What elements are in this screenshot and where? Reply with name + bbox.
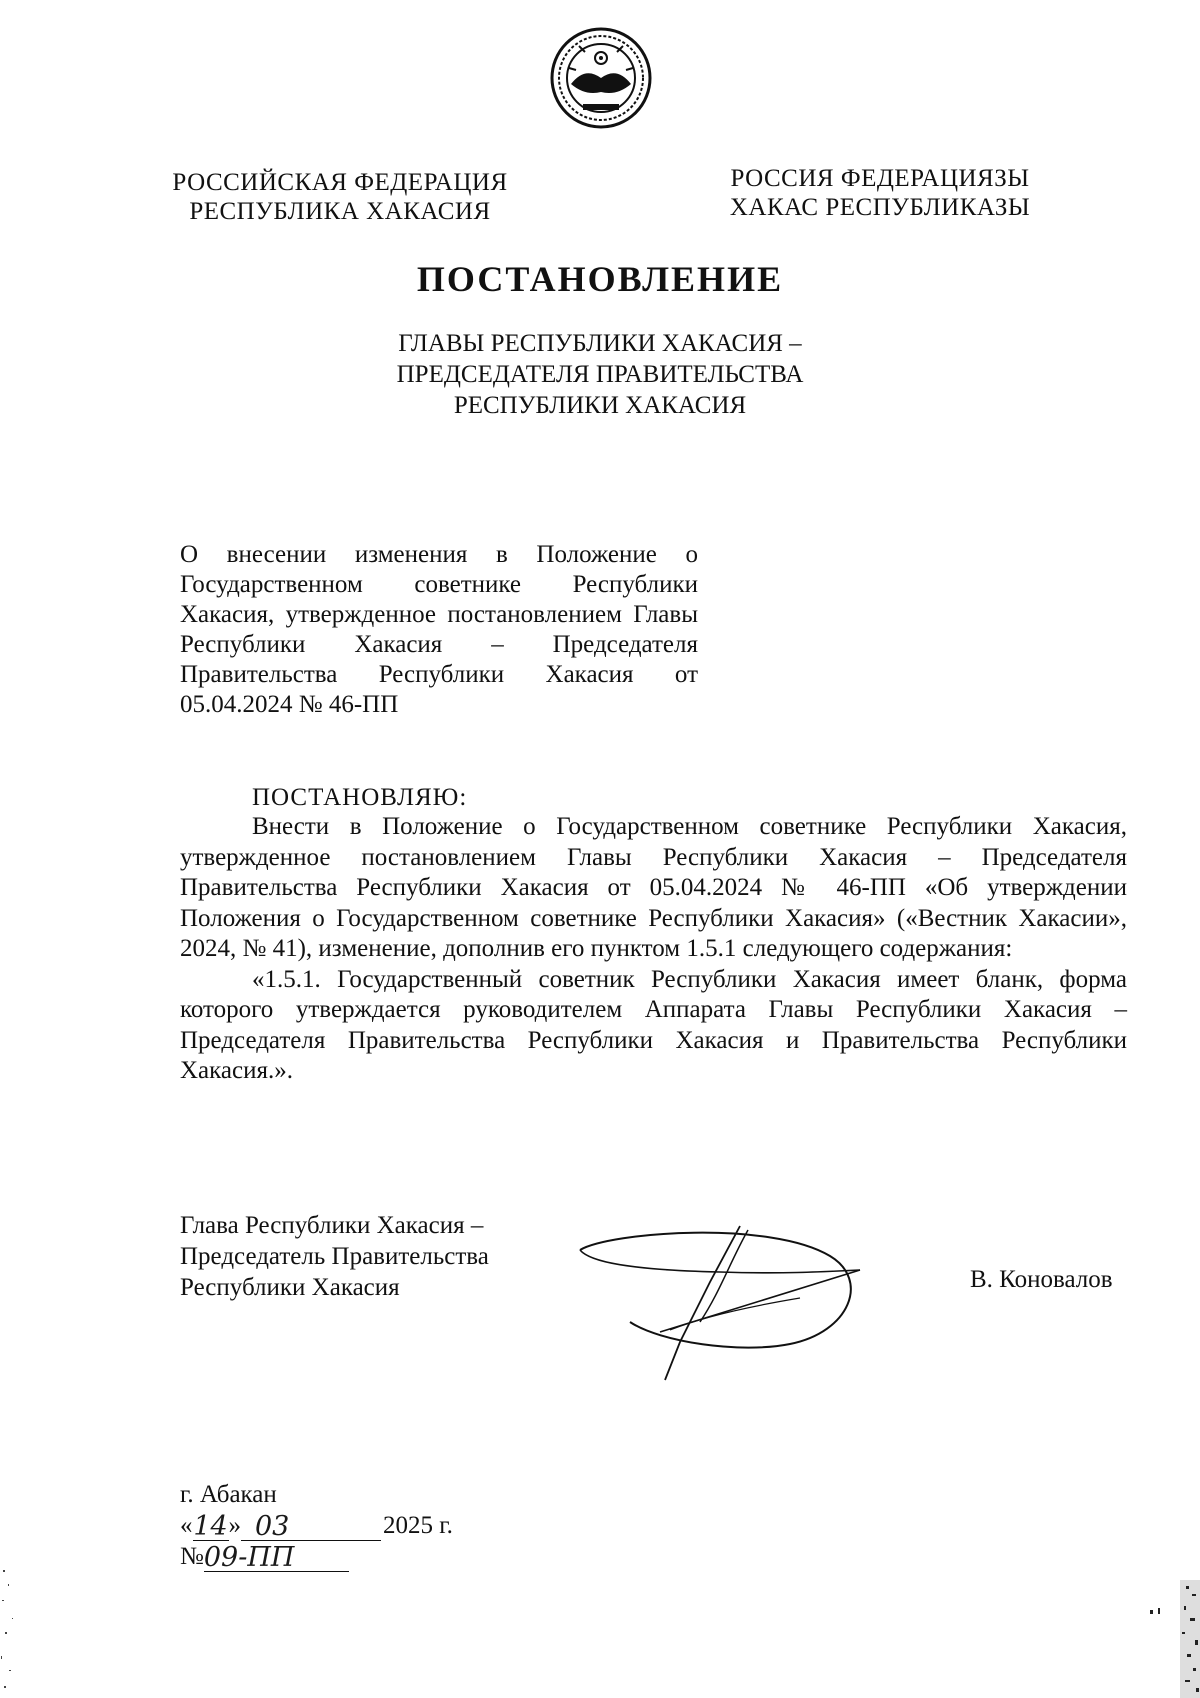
city-line bbox=[180, 1479, 453, 1510]
header-right-line1: РОССИЯ ФЕДЕРАЦИЯЗЫ bbox=[730, 165, 1030, 192]
position-line1: Глава Республики Хакасия – bbox=[180, 1212, 484, 1239]
decree-word: ПОСТАНОВЛЯЮ: bbox=[252, 784, 468, 811]
year: 2025 г. bbox=[383, 1512, 453, 1539]
header-left-line2: РЕСПУБЛИКА ХАКАСИЯ bbox=[189, 198, 491, 225]
position-line3: Республики Хакасия bbox=[180, 1274, 400, 1301]
signatory-name: В. Коновалов bbox=[970, 1266, 1113, 1293]
date-line bbox=[180, 1510, 453, 1541]
document-subtitle bbox=[300, 328, 900, 421]
open-quote: « bbox=[180, 1512, 193, 1539]
handwritten-number: 09-ПП bbox=[204, 1545, 349, 1572]
subtitle-line3: РЕСПУБЛИКИ ХАКАСИЯ bbox=[453, 392, 747, 419]
subtitle-line2: ПРЕДСЕДАТЕЛЯ ПРАВИТЕЛЬСТВА bbox=[396, 361, 804, 388]
body-paragraph-1: Внести в Положение о Государственном советнике Республики Хакасия, утвержденное постановлением Главы Республики Хакасия – Председателя Правительства Республики Хакасия от 05.04.2024 № 46-ПП «Об утверждении Положения о Государственном советнике Республики Хакасия» («Вестник Хакасии», 2024, № 41), изменение, дополнив его пунктом 1.5.1 следующего содержания: bbox=[180, 813, 1127, 962]
document-body bbox=[180, 812, 1127, 1087]
subtitle-line1: ГЛАВЫ РЕСПУБЛИКИ ХАКАСИЯ – bbox=[398, 330, 802, 357]
body-paragraph-2: «1.5.1. Государственный советник Республики Хакасия имеет бланк, форма которого утверждается руководителем Аппарата Главы Республики Хакасия – Председателя Правительства Республики Хакасия и Правительства Республики Хакасия.». bbox=[180, 965, 1127, 1084]
handwritten-day: 14 bbox=[193, 1511, 228, 1542]
number-prefix: № bbox=[180, 1543, 204, 1570]
document-subject: О внесении изменения в Положение о Государственном советнике Республики Хакасия, утвержденное постановлением Главы Республики Хакасия – Председателя Правительства Республики Хакасия от 05.04.2024 № 46-ПП bbox=[180, 541, 698, 718]
document-title: ПОСТАНОВЛЕНИЕ bbox=[416, 259, 784, 299]
header-right-line2: ХАКАС РЕСПУБЛИКАЗЫ bbox=[729, 194, 1031, 221]
header-left bbox=[160, 168, 520, 226]
coat-of-arms-icon bbox=[549, 26, 653, 130]
handwritten-month: 03 bbox=[241, 1514, 381, 1541]
header-left-line1: РОССИЙСКАЯ ФЕДЕРАЦИЯ bbox=[172, 169, 508, 196]
close-quote: » bbox=[228, 1512, 241, 1539]
place-and-date bbox=[180, 1479, 453, 1572]
city: г. Абакан bbox=[180, 1481, 277, 1508]
scan-noise-left bbox=[0, 1560, 30, 1698]
position-line2: Председатель Правительства bbox=[180, 1243, 489, 1270]
handwritten-signature bbox=[570, 1222, 880, 1382]
number-line bbox=[180, 1541, 453, 1572]
signatory-position bbox=[180, 1210, 540, 1303]
header-right bbox=[710, 164, 1050, 222]
scan-noise-right bbox=[1140, 1580, 1200, 1698]
